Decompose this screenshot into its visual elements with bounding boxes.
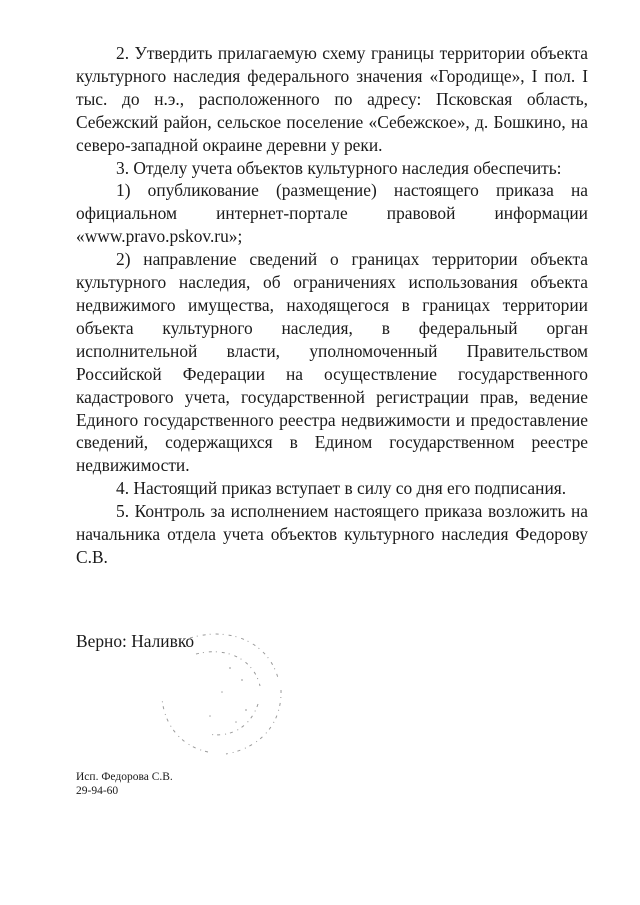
executor-phone: 29-94-60	[76, 785, 119, 797]
paragraph-5-control: 5. Контроль за исполнением настоящего приказа возложить на начальника отдела учета объектов культурного наследия Федорову С.В.	[76, 501, 588, 567]
certification-signature: Верно: Наливко	[76, 631, 195, 651]
paragraph-2-approve-scheme: 2. Утвердить прилагаемую схему границы территории объекта культурного наследия федерального значения «Городище», I пол. I тыс. до н.э., расположенного по адресу: Псковская область, Себежский район, сельское поселение «Себежское», д. Бошкино, на северо-западной окраине деревни у реки.	[76, 43, 588, 155]
executor-info	[76, 770, 173, 798]
subitem-1-publication: 1) опубликование (размещение) настоящего приказа на официальном интернет-портале правовой информации «www.pravo.pskov.ru»;	[76, 180, 588, 247]
paragraph-3-department-duties: 3. Отделу учета объектов культурного наследия обеспечить:	[116, 157, 562, 178]
document-body	[76, 42, 588, 569]
executor-name: Исп. Федорова С.В.	[76, 771, 173, 783]
subitem-2-send-information: 2) направление сведений о границах территории объекта культурного наследия, об ограничениях использования объекта недвижимого имущества, находящегося в границах территории объекта культурного наследия, в федеральный орган исполнительной власти, уполномоченный Правительством Российской Федерации на осуществление государственного кадастрового учета, государственной регистрации прав, ведение Единого государственного реестра недвижимости и предоставление сведений, содержащихся в Едином государственном реестре недвижимости.	[76, 249, 588, 476]
paragraph-4-effective-date: 4. Настоящий приказ вступает в силу со дня его подписания.	[116, 478, 567, 499]
